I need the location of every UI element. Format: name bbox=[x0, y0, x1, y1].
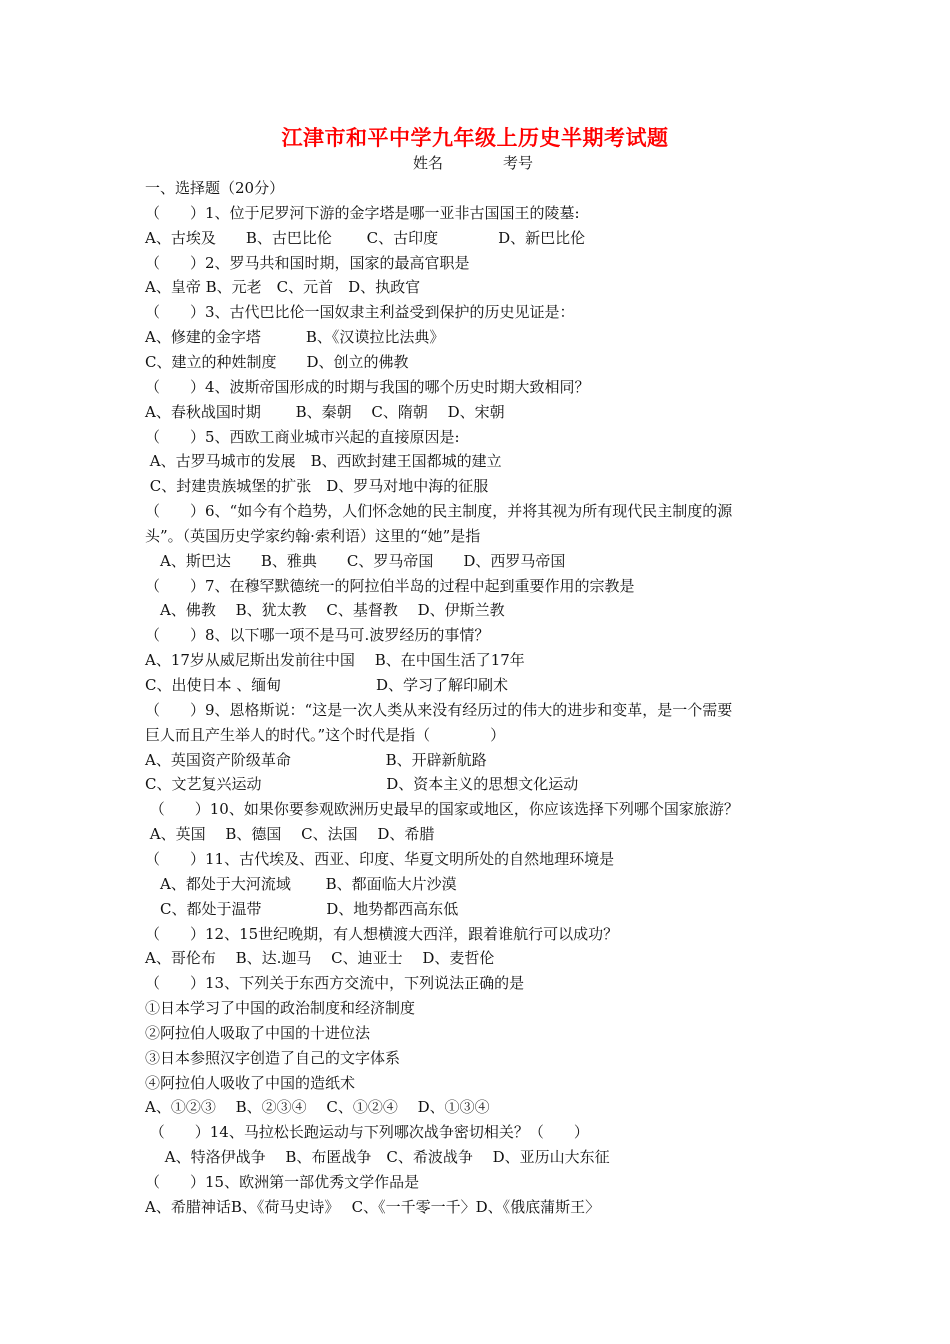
text-line: C、建立的种姓制度 D、创立的佛教 bbox=[145, 352, 409, 371]
text-line: （ ）12、15世纪晚期，有人想横渡大西洋，跟着谁航行可以成功？ bbox=[145, 924, 619, 943]
text-line: ③日本参照汉字创造了自己的文字体系 bbox=[145, 1048, 401, 1067]
text-line: （ ）8、以下哪一项不是马可.波罗经历的事情？ bbox=[145, 626, 490, 645]
text-line: A、斯巴达 B、雅典 C、罗马帝国 D、西罗马帝国 bbox=[145, 551, 566, 570]
text-line: A、古埃及 B、古巴比伦 C、古印度 D、新巴比伦 bbox=[145, 228, 586, 247]
text-line: （ ）11、古代埃及、西亚、印度、华夏文明所处的自然地理环境是 bbox=[145, 849, 615, 868]
text-line: （ ）4、波斯帝国形成的时期与我国的哪个历史时期大致相同？ bbox=[145, 377, 590, 396]
text-line: A、佛教 B、犹太教 C、基督教 D、伊斯兰教 bbox=[145, 601, 505, 620]
text-line: C、都处于温带 D、地势都西高东低 bbox=[145, 899, 459, 918]
text-line: （ ）6、“如今有个趋势，人们怀念她的民主制度，并将其视为所有现代民主制度的源 bbox=[145, 502, 733, 521]
name-number-line bbox=[0, 152, 950, 174]
text-line: （ ）14、马拉松长跑运动与下列哪次战争密切相关？（ ） bbox=[145, 1123, 589, 1142]
text-line: A、希腊神话B、《荷马史诗》 C、《一千零一千〉D、《俄底蒲斯王〉 bbox=[145, 1197, 601, 1216]
text-line: （ ）9、恩格斯说：“这是一次人类从来没有经历过的伟大的进步和变革，是一个需要 bbox=[145, 700, 733, 719]
text-line: （ ）7、在穆罕默德统一的阿拉伯半岛的过程中起到重要作用的宗教是 bbox=[145, 576, 635, 595]
text-line: A、修建的金字塔 B、《汉谟拉比法典》 bbox=[145, 328, 445, 347]
text-line: C、出使日本 、缅甸 D、学习了解印刷术 bbox=[145, 676, 509, 694]
text-line: 一、选择题（20分） bbox=[145, 179, 285, 197]
text-line: 巨人而且产生举人的时代。”这个时代是指（ ） bbox=[145, 725, 506, 744]
text-line: （ ）10、如果你要参观欧洲历史最早的国家或地区，你应该选择下列哪个国家旅游？ bbox=[145, 800, 739, 819]
text-line: （ ）1、位于尼罗河下游的金字塔是哪一亚非古国国王的陵墓: bbox=[145, 203, 580, 222]
text-line: （ ）15、欧洲第一部优秀文学作品是 bbox=[145, 1173, 420, 1191]
text-line: （ ）5、西欧工商业城市兴起的直接原因是: bbox=[145, 427, 460, 446]
text-line: A、皇帝 B、元老 C、元首 D、执政官 bbox=[145, 278, 421, 297]
text-line: C、封建贵族城堡的扩张 D、罗马对地中海的征服 bbox=[145, 477, 489, 496]
text-line: A、都处于大河流域 B、都面临大片沙漠 bbox=[145, 874, 457, 893]
text-line: A、特洛伊战争 B、布匿战争 C、希波战争 D、亚历山大东征 bbox=[145, 1148, 610, 1167]
text-line: 头”。（英国历史学家约翰·索利语）这里的“她”是指 bbox=[145, 526, 481, 545]
text-line: （ ）3、古代巴比伦一国奴隶主利益受到保护的历史见证是： bbox=[145, 303, 575, 322]
name-label: 姓名 bbox=[413, 154, 444, 172]
text-line: A、英国 B、德国 C、法国 D、希腊 bbox=[145, 825, 435, 844]
text-line: ④阿拉伯人吸收了中国的造纸术 bbox=[145, 1073, 356, 1092]
text-line: （ ）2、罗马共和国时期，国家的最高官职是 bbox=[145, 253, 470, 272]
exam-title: 江津市和平中学九年级上历史半期考试题 bbox=[281, 126, 669, 150]
text-line: ①日本学习了中国的政治制度和经济制度 bbox=[145, 999, 416, 1018]
text-line: A、英国资产阶级革命 B、开辟新航路 bbox=[145, 750, 487, 769]
text-line: A、17岁从威尼斯出发前往中国 B、在中国生活了17年 bbox=[145, 651, 525, 670]
text-line: A、古罗马城市的发展 B、西欧封建王国都城的建立 bbox=[145, 452, 502, 471]
text-line: A、哥伦布 B、达.迦马 C、迪亚士 D、麦哲伦 bbox=[145, 949, 495, 968]
text-line: A、①②③ B、②③④ C、①②④ D、①③④ bbox=[145, 1098, 490, 1117]
number-label: 考号 bbox=[503, 154, 534, 172]
text-line: （ ）13、下列关于东西方交流中，下列说法正确的是 bbox=[145, 974, 525, 993]
text-line: C、文艺复兴运动 D、资本主义的思想文化运动 bbox=[145, 775, 579, 794]
text-line: ②阿拉伯人吸取了中国的十进位法 bbox=[145, 1023, 371, 1042]
text-line: A、春秋战国时期 B、秦朝 C、隋朝 D、宋朝 bbox=[145, 402, 505, 421]
